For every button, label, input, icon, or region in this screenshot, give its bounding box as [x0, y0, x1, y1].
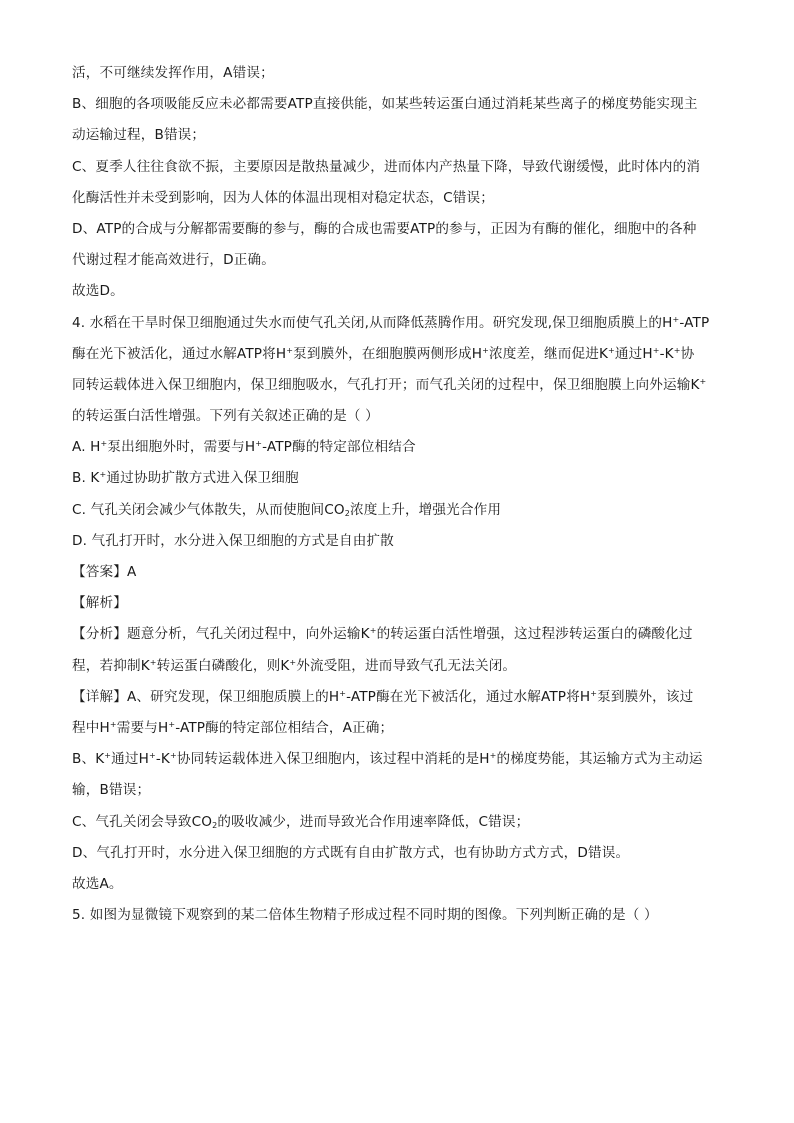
option-b: B. K+通过协助扩散方式进入保卫细胞 — [72, 470, 299, 487]
question-4-line: 的转运蛋白活性增强。下列有关叙述正确的是（ ） — [72, 408, 379, 425]
detail-line: 程中H+需要与H+-ATP酶的特定部位相结合，A正确； — [72, 719, 394, 736]
text-line: 化酶活性并未受到影响，因为人体的体温出现相对稳定状态，C错误； — [72, 189, 494, 206]
option-a: A. H+泵出细胞外时，需要与H+-ATP酶的特定部位相结合 — [72, 439, 416, 456]
detail-line: 输，B错误； — [72, 782, 151, 799]
question-4-line: 同转运载体进入保卫细胞内，保卫细胞吸水，气孔打开；而气孔关闭的过程中，保卫细胞膜上向外运输K+ — [72, 376, 707, 393]
text-line: 代谢过程才能高效进行，D正确。 — [72, 252, 276, 269]
fenxi-line: 程，若抑制K+转运蛋白磷酸化，则K+外流受阻，进而导致气孔无法关闭。 — [72, 657, 517, 674]
detail-line: C、气孔关闭会导致$CO_2$的吸收减少，进而导致光合作用速率降低，C错误； — [72, 813, 530, 830]
text-line: B、细胞的各项吸能反应未必都需要ATP直接供能，如某些转运蛋白通过消耗某些离子的梯度势能实现主 — [72, 96, 698, 113]
question-4-line: 4. 水稻在干旱时保卫细胞通过失水而使气孔关闭,从而降低蒸腾作用。研究发现,保卫细胞质膜上的H+-ATP — [72, 314, 710, 331]
text-line: 故选D。 — [72, 283, 124, 300]
text-line: D、ATP的合成与分解都需要酶的参与，酶的合成也需要ATP的参与，正因为有酶的催化，细胞中的各种 — [72, 220, 697, 237]
answer-line — [72, 557, 722, 588]
text-line: C、夏季人往往食欲不振，主要原因是散热量减少，进而体内产热量下降，导致代谢缓慢，此时体内的消 — [72, 158, 701, 175]
detail-line: 故选A。 — [72, 875, 123, 892]
question-4-line: 酶在光下被活化，通过水解ATP将H+泵到膜外，在细胞膜两侧形成H+浓度差，继而促进K+通过H+-K+协 — [72, 345, 695, 362]
document-page — [72, 58, 722, 931]
fenxi-line: 【分析】题意分析，气孔关闭过程中，向外运输K+的转运蛋白活性增强，这过程涉转运蛋白的磷酸化过 — [72, 626, 693, 643]
detail-line: B、K+通过H+-K+协同转运载体进入保卫细胞内，该过程中消耗的是H+的梯度势能，其运输方式为主动运 — [72, 751, 703, 768]
option-d: D. 气孔打开时，水分进入保卫细胞的方式是自由扩散 — [72, 532, 394, 549]
detail-line: D、气孔打开时，水分进入保卫细胞的方式既有自由扩散方式，也有协助方式方式，D错误。 — [72, 844, 630, 861]
option-c: C. 气孔关闭会减少气体散失，从而使胞间$CO_2$浓度上升，增强光合作用 — [72, 501, 502, 518]
text-line: 活，不可继续发挥作用，A错误； — [72, 65, 274, 81]
detail-line: 【详解】A、研究发现，保卫细胞质膜上的H+-ATP酶在光下被活化，通过水解ATP将H+泵到膜外，该过 — [72, 688, 694, 705]
analysis-tag: 【解析】 — [72, 595, 127, 612]
answer-tag: 【答案】 — [72, 564, 127, 580]
question-5-line: 5. 如图为显微镜下观察到的某二倍体生物精子形成过程不同时期的图像。下列判断正确的是（ ） — [72, 907, 658, 924]
answer-value: A — [126, 564, 137, 580]
text-line: 动运输过程，B错误； — [72, 127, 206, 144]
